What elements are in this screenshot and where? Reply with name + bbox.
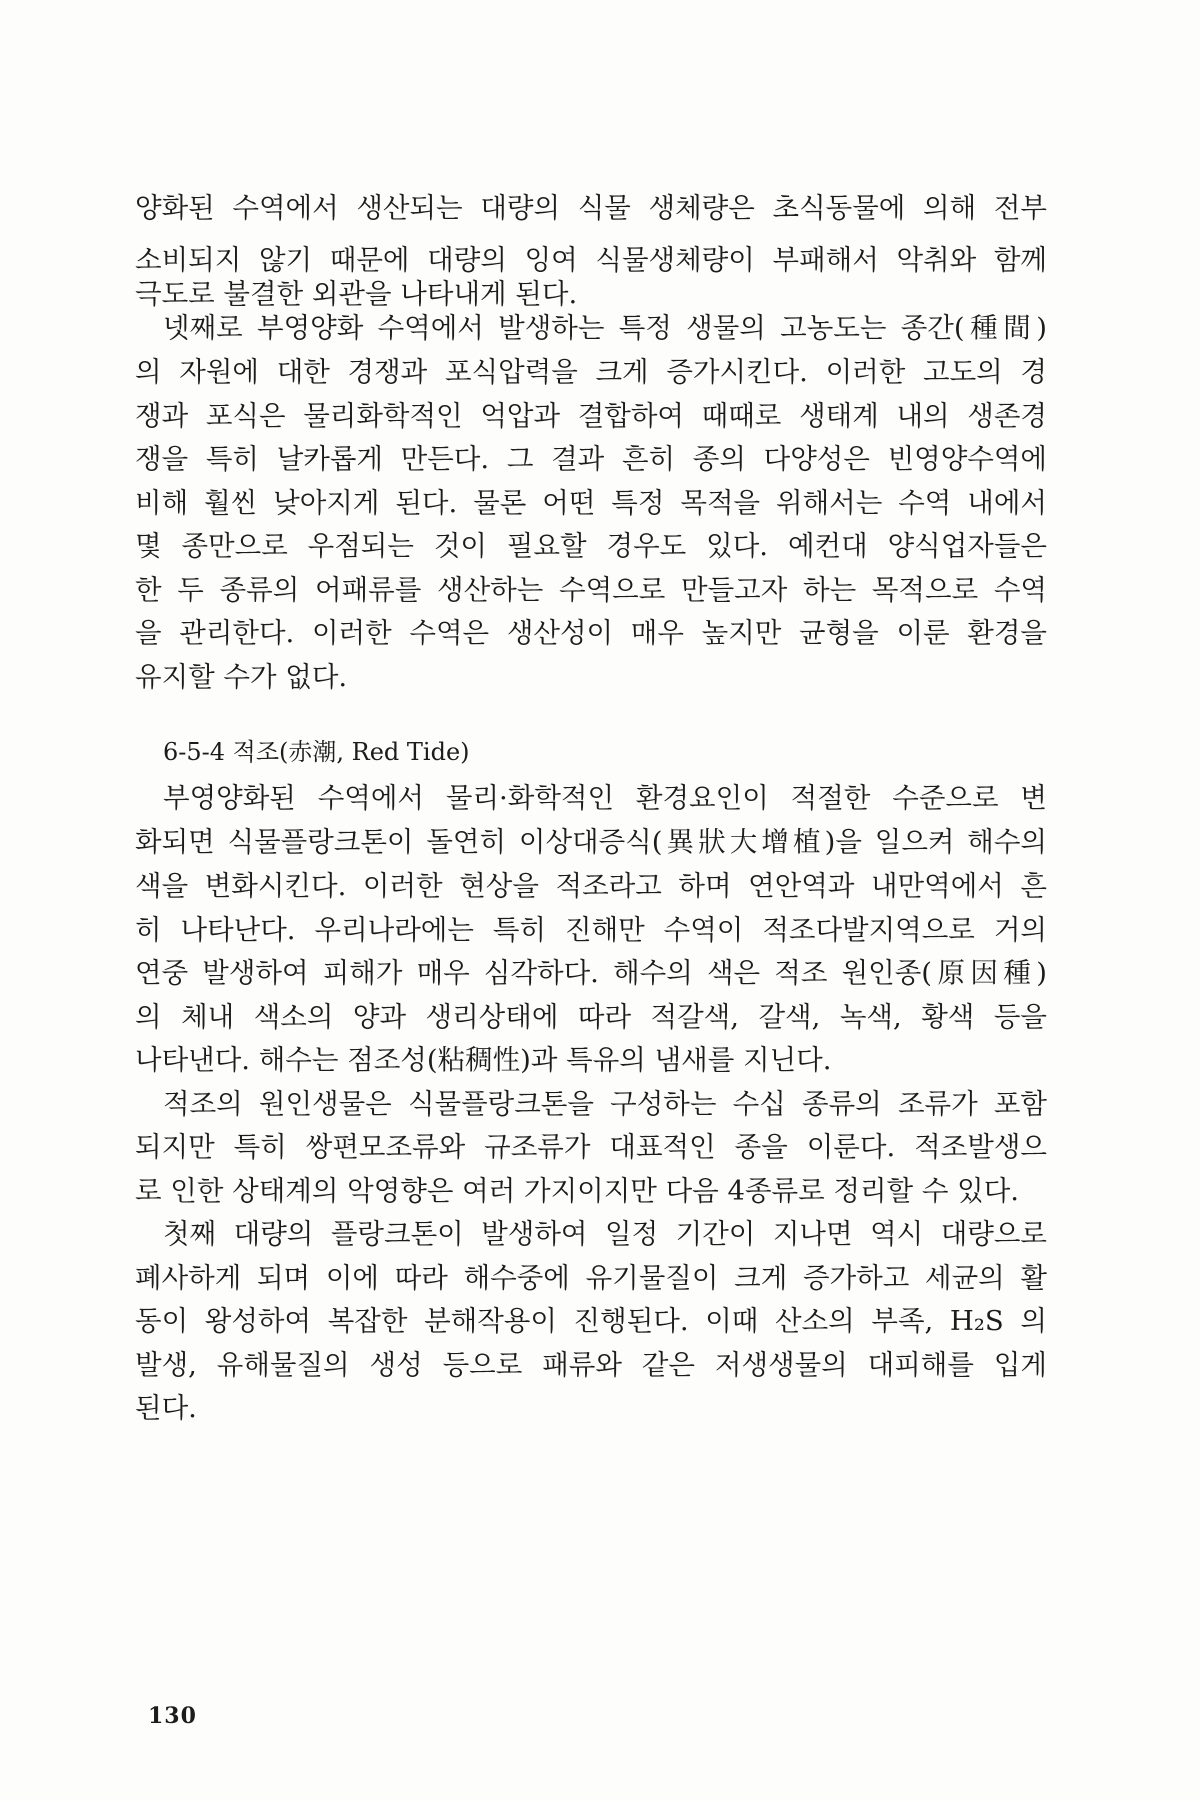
text-line: 넷째로 부영양화 수역에서 발생하는 특정 생물의 고농도는 종간(種間) [163,312,1047,344]
text-line: 연중 발생하여 피해가 매우 심각하다. 해수의 색은 적조 원인종(原因種) [135,957,1047,989]
text-line: 의 체내 색소의 양과 생리상태에 따라 적갈색, 갈색, 녹색, 황색 등을 [135,1001,1047,1033]
text-line: 히 나타난다. 우리나라에는 특히 진해만 수역이 적조다발지역으로 거의 [135,914,1047,946]
text-line: 한 두 종류의 어패류를 생산하는 수역으로 만들고자 하는 목적으로 수역 [135,574,1047,606]
text-line: 비해 훨씬 낮아지게 된다. 물론 어떤 특정 목적을 위해서는 수역 내에서 [135,487,1047,519]
text-line: 나타낸다. 해수는 점조성(粘稠性)과 특유의 냄새를 지닌다. [135,1044,832,1076]
text-line: 을 관리한다. 이러한 수역은 생산성이 매우 높지만 균형을 이룬 환경을 [135,617,1047,649]
text-line: 색을 변화시킨다. 이러한 현상을 적조라고 하며 연안역과 내만역에서 흔 [135,870,1047,902]
text-line: 로 인한 상태계의 악영향은 여러 가지이지만 다음 4종류로 정리할 수 있다. [135,1175,1020,1207]
text-line: 화되면 식물플랑크톤이 돌연히 이상대증식(異狀大增植)을 일으켜 해수의 [135,826,1047,858]
text-line: 동이 왕성하여 복잡한 분해작용이 진행된다. 이때 산소의 부족, H₂S 의 [135,1305,1047,1337]
text-line: 양화된 수역에서 생산되는 대량의 식물 생체량은 초식동물에 의해 전부 [135,192,1047,224]
text-line: 되지만 특히 쌍편모조류와 규조류가 대표적인 종을 이룬다. 적조발생으 [135,1131,1047,1163]
page-number: 130 [148,1703,197,1729]
text-line: 적조의 원인생물은 식물플랑크톤을 구성하는 수십 종류의 조류가 포함 [163,1088,1047,1120]
text-line: 된다. [135,1392,197,1424]
text-line: 첫째 대량의 플랑크톤이 발생하여 일정 기간이 지나면 역시 대량으로 [163,1218,1047,1250]
section-heading: 6-5-4 적조(赤潮, Red Tide) [163,738,470,766]
text-line: 부영양화된 수역에서 물리·화학적인 환경요인이 적절한 수준으로 변 [163,782,1047,814]
text-line: 쟁을 특히 날카롭게 만든다. 그 결과 흔히 종의 다양성은 빈영양수역에 [135,443,1047,475]
text-line: 폐사하게 되며 이에 따라 해수중에 유기물질이 크게 증가하고 세균의 활 [135,1262,1047,1294]
text-line: 소비되지 않기 때문에 대량의 잉여 식물생체량이 부패해서 악취와 함께 [135,244,1047,276]
text-line: 발생, 유해물질의 생성 등으로 패류와 같은 저생생물의 대피해를 입게 [135,1349,1047,1381]
text-line: 몇 종만으로 우점되는 것이 필요할 경우도 있다. 예컨대 양식업자들은 [135,530,1047,562]
text-line: 의 자원에 대한 경쟁과 포식압력을 크게 증가시킨다. 이러한 고도의 경 [135,356,1047,388]
text-line: 극도로 불결한 외관을 나타내게 된다. [135,278,578,310]
text-line: 유지할 수가 없다. [135,661,348,693]
text-line: 쟁과 포식은 물리화학적인 억압과 결합하여 때때로 생태계 내의 생존경 [135,400,1047,432]
